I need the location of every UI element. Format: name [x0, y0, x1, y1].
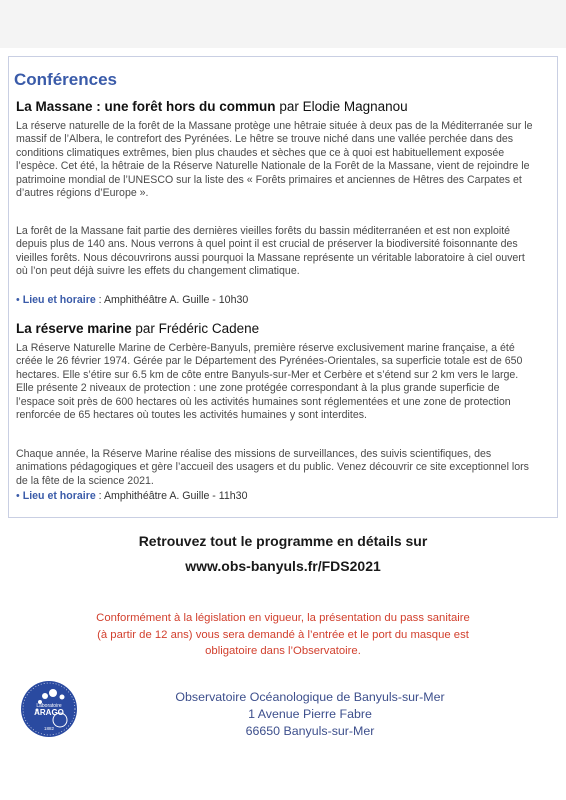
talk-1-speaker: par Elodie Magnanou [279, 99, 408, 114]
talk-1-title: La Massane : une forêt hors du commun [16, 99, 276, 114]
top-strip [0, 0, 566, 48]
talk-1-location-label: Lieu et horaire [22, 294, 96, 306]
talk-1-heading [16, 99, 408, 114]
talk-2-location [16, 490, 247, 502]
notice-line-3: obligatoire dans l’Observatoire. [205, 645, 361, 657]
address-line-1: Observatoire Océanologique de Banyuls-sur-Mer [175, 690, 445, 704]
promo-line: Retrouvez tout le programme en détails sur [138, 533, 428, 549]
talk-2-heading [16, 321, 259, 336]
notice-line-2: (à partir de 12 ans) vous sera demandé à l’entrée et le port du masque est [97, 628, 469, 641]
bullet-icon: • [16, 490, 20, 502]
talk-1-location [16, 294, 248, 306]
sanitary-notice [0, 610, 566, 660]
talk-2-location-label: Lieu et horaire [22, 490, 96, 502]
promo-url[interactable]: www.obs-banyuls.fr/FDS2021 [185, 558, 381, 574]
notice-line-1: Conformément à la législation en vigueur, la présentation du pass sanitaire [96, 612, 470, 624]
talk-1-paragraph-2: La forêt de la Massane fait partie des dernières vieilles forêts du bassin méditerranéen et est non exploité depuis plus de 140 ans. Nous verrons à quel point il est crucial de préserver la biodiversité foisonnante des vieilles forêts. Nous découvrirons aussi pourquoi la Massane représente un véritable laboratoire à ciel ouvert où l’on peut déjà suivre les effets du changement climatique. [16, 225, 525, 278]
logo-text-top: Laboratoire [36, 703, 62, 709]
talk-2-location-value: : Amphithéâtre A. Guille - 11h30 [95, 490, 248, 502]
logo-text-main: ARAGO [34, 708, 64, 717]
address-line-2: 1 Avenue Pierre Fabre [248, 707, 372, 721]
laboratoire-arago-logo [20, 680, 78, 738]
logo-year: 1882 [43, 726, 55, 731]
address-line-3: 66650 Banyuls-sur-Mer [245, 724, 375, 738]
talk-2-paragraph-1: La Réserve Naturelle Marine de Cerbère-Banyuls, première réserve exclusivement marine française, a été créée le 26 février 1974. Gérée par le Département des Pyrénées-Orientales, sa superficie totale est de 650 hectares. Elle s’étire sur 6.5 km de côte entre Banyuls-sur-Mer et Cerbère et s’étend sur 2 km vers le large. Elle présente 2 niveaux de protection : une zone protégée correspondant à la plus grande superficie de l’espace soit près de 600 hectares où les activités humaines sont réglementées et une zone de protection renforcée de 65 hectares où toutes les activités humaines y sont interdites. [16, 342, 523, 422]
talk-2-paragraph-2: Chaque année, la Réserve Marine réalise des missions de surveillances, des suivis scientifiques, des animations pédagogiques et gère l’accueil des usagers et du public. Venez découvrir ce site exceptionnel lors de la fête de la science 2021. [16, 448, 529, 487]
logo-emblem-icon [20, 680, 78, 738]
section-title: Conférences [14, 70, 117, 89]
talk-1-paragraph-1: La réserve naturelle de la forêt de la Massane protège une hêtraie située à deux pas de la Méditerranée sur le massif de l’Albera, le contrefort des Pyrénées. Le hêtre se trouve niché dans une vallée perchée dans des conditions climatiques extrêmes, bien plus chaudes et sèches que ce à quoi est habituellement exposée l’espèce. Cet été, la hêtraie de la Réserve Naturelle Nationale de la Forêt de la Massane, vient de rejoindre le patrimoine mondial de l’UNESCO sur la liste des « Forêts primaires et anciennes de Hêtres des Carpates et d’autres régions d’Europe ». [16, 120, 533, 200]
talk-2-title: La réserve marine [16, 321, 132, 336]
observatory-address [130, 689, 490, 740]
talk-1-location-value: : Amphithéâtre A. Guille - 10h30 [95, 294, 249, 306]
talk-2-speaker: par Frédéric Cadene [135, 321, 260, 336]
bullet-icon: • [16, 294, 20, 306]
